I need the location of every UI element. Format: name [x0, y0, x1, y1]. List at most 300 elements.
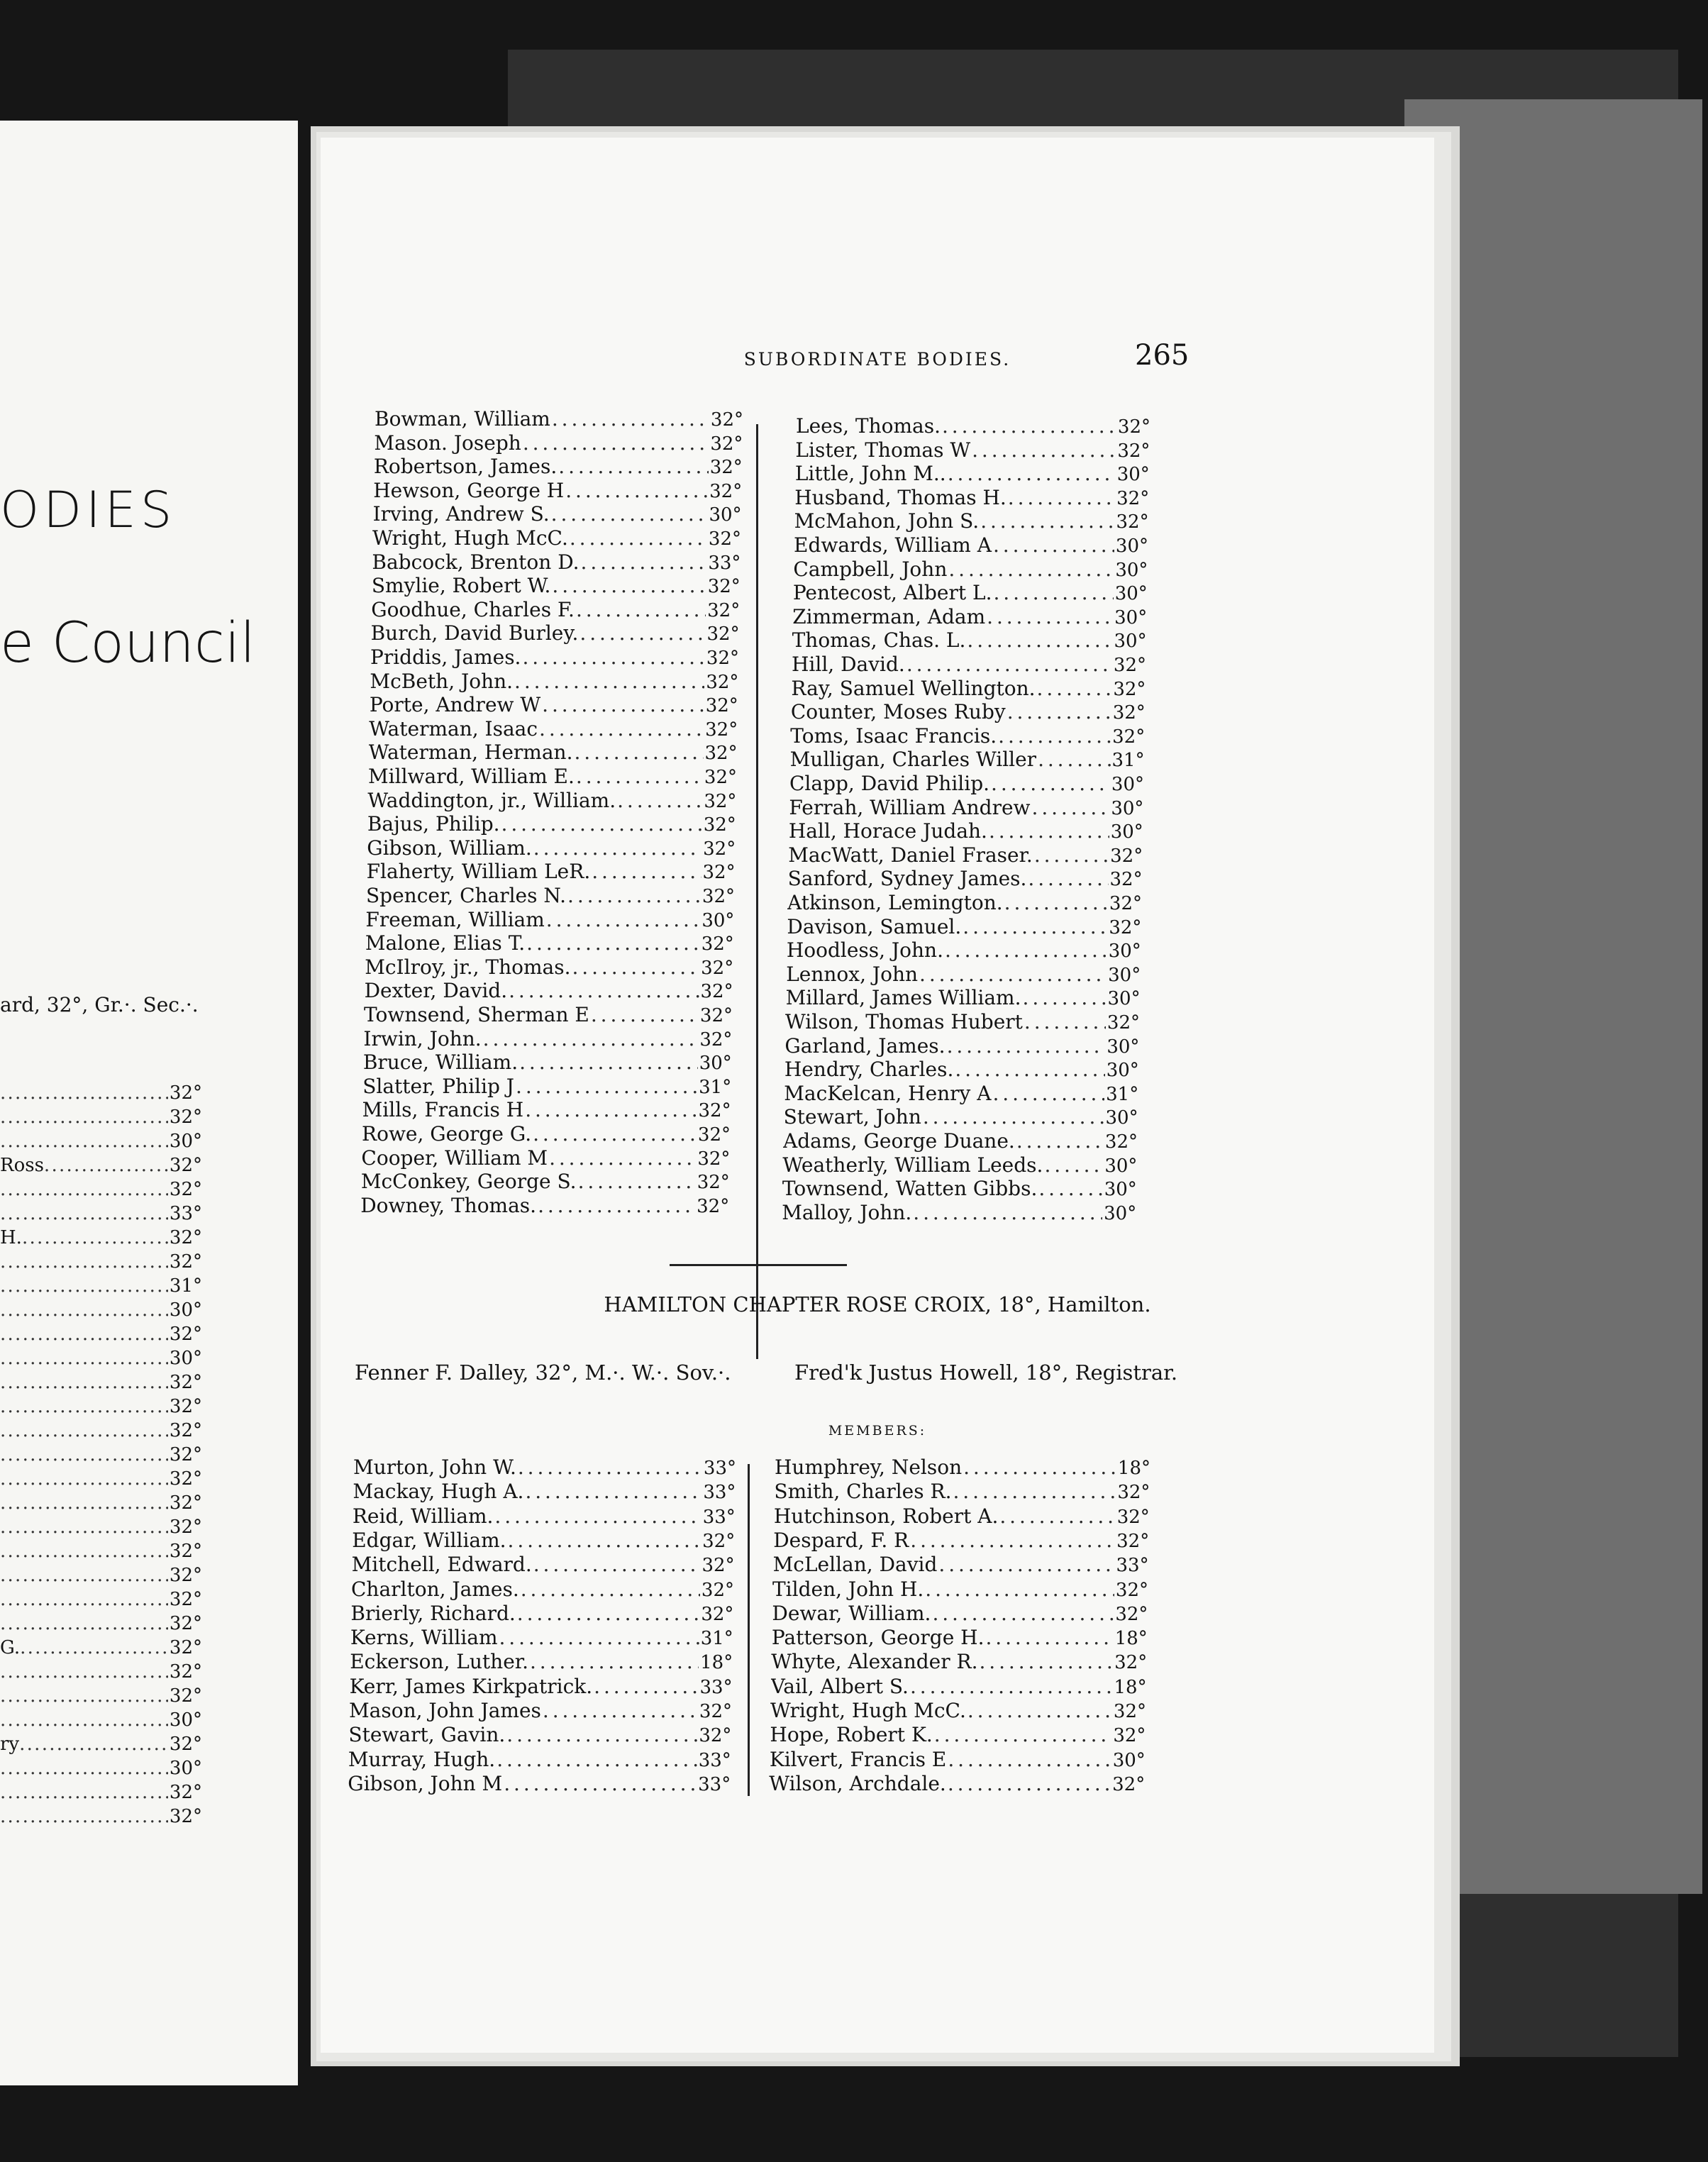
member-row — [790, 724, 1145, 748]
left-row-degree: 30° — [169, 1348, 202, 1369]
member-degree: 32° — [1112, 1773, 1146, 1795]
member-row — [374, 431, 743, 455]
member-name: Hall, Horace Judah. — [788, 819, 987, 843]
member-name: Hendry, Charles. — [784, 1058, 954, 1082]
member-name: Mills, Francis H — [362, 1098, 524, 1122]
dot-leader — [0, 1613, 168, 1634]
member-name: Edgar, William. — [352, 1528, 506, 1552]
member-degree: 30° — [702, 909, 735, 931]
dot-leader — [0, 1082, 168, 1104]
left-page-row — [0, 1755, 202, 1779]
dot-leader — [948, 1748, 1111, 1771]
member-row — [792, 605, 1147, 628]
left-page-row — [0, 1273, 202, 1297]
member-degree: 32° — [1115, 1603, 1148, 1625]
member-name: Bowman, William — [375, 407, 550, 431]
member-row — [782, 1177, 1137, 1200]
member-row — [367, 789, 736, 812]
dot-leader — [592, 860, 701, 883]
member-row — [371, 598, 740, 621]
dot-leader — [525, 1098, 697, 1121]
member-name: Priddis, James. — [370, 645, 521, 669]
dot-leader — [972, 438, 1116, 462]
dot-leader — [539, 717, 704, 741]
member-row — [775, 1456, 1150, 1479]
member-name: Gibson, William. — [367, 836, 532, 860]
dot-leader — [594, 1675, 698, 1698]
left-page-row — [0, 1610, 202, 1634]
left-page-row — [0, 1731, 202, 1755]
member-row — [360, 1194, 729, 1217]
member-row — [353, 1480, 736, 1503]
member-name: Ray, Samuel Wellington. — [791, 676, 1036, 700]
member-row — [361, 1146, 730, 1170]
member-degree: 32° — [707, 576, 741, 598]
member-name: Waterman, Herman. — [368, 741, 573, 765]
dot-leader — [497, 1748, 697, 1771]
member-name: Kerr, James Kirkpatrick. — [349, 1674, 593, 1698]
dot-leader — [1023, 986, 1107, 1009]
member-name: Garland, James. — [784, 1033, 946, 1058]
member-name: Lister, Thomas W — [795, 438, 971, 462]
left-row-degree: 32° — [169, 1734, 202, 1755]
dot-leader — [0, 1251, 168, 1273]
member-name: Kerns, William — [350, 1626, 498, 1650]
member-row — [369, 741, 738, 764]
member-name: Mackay, Hugh A. — [353, 1480, 524, 1504]
member-name: Humphrey, Nelson — [775, 1456, 963, 1479]
dot-leader — [533, 1553, 701, 1576]
member-degree: 33° — [708, 552, 741, 574]
dot-leader — [617, 789, 702, 812]
member-row — [370, 670, 738, 693]
dot-leader — [499, 1626, 699, 1649]
member-degree: 32° — [1116, 511, 1149, 533]
member-row — [783, 1129, 1138, 1153]
member-degree: 32° — [701, 933, 734, 955]
dot-leader — [558, 455, 708, 478]
member-degree: 32° — [1109, 869, 1143, 891]
member-row — [373, 479, 742, 502]
member-row — [794, 509, 1149, 533]
officer-sovereign: Fenner F. Dalley, 32°, M.·. W.·. Sov.·. — [355, 1360, 731, 1385]
member-degree: 32° — [1114, 1652, 1148, 1674]
member-degree: 32° — [697, 1195, 730, 1217]
left-row-degree: 32° — [169, 1444, 202, 1465]
dot-leader — [514, 670, 704, 693]
member-degree: 32° — [697, 1172, 730, 1194]
left-page-row — [0, 1224, 202, 1248]
dot-leader — [942, 414, 1116, 438]
left-page-row — [0, 1176, 202, 1200]
member-row — [791, 677, 1146, 700]
member-degree: 32° — [709, 480, 743, 502]
dot-leader — [0, 1782, 168, 1803]
member-degree: 32° — [703, 838, 736, 860]
left-row-degree: 32° — [169, 1420, 202, 1441]
member-row — [770, 1723, 1146, 1746]
member-name: McLellan, David — [772, 1553, 938, 1577]
member-degree: 18° — [700, 1652, 733, 1674]
dot-leader — [501, 812, 702, 836]
member-name: Zimmerman, Adam — [792, 604, 986, 628]
dot-leader — [1038, 1177, 1102, 1200]
left-page-row — [0, 1104, 202, 1128]
member-degree: 32° — [706, 671, 739, 693]
left-page-row — [0, 1345, 202, 1369]
left-page-row — [0, 1683, 202, 1707]
member-name: Wright, Hugh McC. — [372, 526, 568, 550]
member-name: Mason. Joseph — [374, 431, 521, 455]
member-degree: 30° — [1107, 988, 1141, 1010]
member-row — [773, 1553, 1149, 1576]
member-degree: 30° — [1111, 774, 1144, 795]
dot-leader — [581, 550, 707, 574]
member-degree: 32° — [699, 1701, 732, 1722]
member-degree: 32° — [697, 1148, 731, 1170]
dot-leader — [533, 1122, 697, 1146]
dot-leader — [913, 1201, 1102, 1224]
member-row — [789, 796, 1143, 819]
dot-leader — [574, 741, 703, 764]
officer-registrar: Fred'k Justus Howell, 18°, Registrar. — [794, 1360, 1178, 1385]
left-page-row — [0, 1634, 202, 1658]
member-name: Millard, James William. — [785, 986, 1021, 1010]
member-row — [792, 653, 1146, 676]
left-page-row — [0, 1707, 202, 1731]
member-name: Stewart, John — [783, 1105, 921, 1129]
dot-leader — [22, 1227, 168, 1248]
member-degree: 33° — [699, 1676, 733, 1698]
member-row — [786, 986, 1141, 1009]
member-name: Townsend, Watten Gibbs. — [782, 1177, 1038, 1201]
member-row — [370, 693, 738, 716]
member-name: Murray, Hugh. — [348, 1747, 496, 1771]
member-degree: 30° — [709, 504, 742, 526]
left-row-name: ry — [0, 1734, 20, 1755]
dot-leader — [979, 1650, 1113, 1673]
dot-leader — [0, 1709, 168, 1731]
left-row-degree: 30° — [169, 1299, 202, 1321]
member-row — [372, 550, 741, 574]
member-row — [787, 891, 1142, 914]
member-row — [790, 748, 1145, 771]
dot-leader — [925, 1578, 1114, 1601]
member-name: Cooper, William M — [361, 1146, 548, 1170]
member-degree: 32° — [702, 1555, 735, 1577]
member-row — [791, 700, 1146, 724]
member-row — [772, 1578, 1148, 1601]
left-page-row — [0, 1128, 202, 1152]
member-row — [372, 526, 741, 550]
member-degree: 30° — [1104, 1179, 1137, 1201]
dot-leader — [993, 1082, 1105, 1105]
member-name: Slatter, Philip J — [362, 1074, 515, 1098]
member-name: Davison, Samuel. — [787, 914, 962, 938]
member-degree: 32° — [700, 981, 733, 1003]
left-row-degree: 31° — [169, 1275, 202, 1297]
left-page-row — [0, 1803, 202, 1827]
dot-leader — [516, 1075, 697, 1098]
member-name: Husband, Thomas H. — [794, 485, 1006, 509]
left-row-degree: 32° — [169, 1324, 202, 1345]
member-row — [787, 915, 1141, 938]
member-row — [349, 1699, 732, 1722]
dot-leader — [0, 1589, 168, 1610]
left-row-degree: 30° — [169, 1709, 202, 1731]
member-row — [367, 812, 736, 836]
member-degree: 33° — [702, 1506, 736, 1528]
member-degree: 32° — [702, 886, 735, 907]
member-name: Malone, Elias T. — [365, 931, 526, 955]
member-row — [370, 645, 739, 669]
column-divider-upper — [756, 424, 758, 1359]
member-degree: 32° — [1113, 1725, 1146, 1747]
member-degree: 32° — [709, 457, 743, 479]
member-degree: 32° — [705, 695, 738, 717]
member-name: Counter, Moses Ruby — [790, 700, 1006, 724]
member-degree: 30° — [1110, 821, 1143, 843]
dot-leader — [945, 938, 1107, 962]
member-row — [361, 1170, 730, 1193]
member-degree: 33° — [703, 1482, 736, 1504]
left-row-degree: 32° — [169, 1565, 202, 1586]
left-page — [0, 121, 298, 2085]
member-degree: 32° — [1113, 655, 1146, 676]
left-row-degree: 32° — [169, 1396, 202, 1417]
member-degree: 31° — [699, 1076, 732, 1098]
left-page-officer: ard, 32°, Gr.·. Sec.·. — [0, 993, 199, 1016]
member-name: Edwards, William A — [794, 533, 992, 557]
left-row-degree: 32° — [169, 1517, 202, 1538]
member-degree: 32° — [704, 767, 737, 788]
member-row — [785, 1010, 1140, 1033]
dot-leader — [521, 1578, 700, 1601]
member-degree: 32° — [1117, 1482, 1150, 1504]
left-page-row — [0, 1441, 202, 1465]
member-row — [364, 1003, 733, 1026]
member-name: Townsend, Sherman E — [364, 1003, 589, 1026]
dot-leader — [523, 431, 709, 455]
member-row — [789, 772, 1144, 795]
left-row-degree: 32° — [169, 1661, 202, 1683]
dot-leader — [509, 979, 699, 1002]
left-page-row — [0, 1538, 202, 1562]
left-page-row — [0, 1417, 202, 1441]
member-degree: 30° — [1108, 941, 1141, 963]
member-row — [788, 867, 1143, 890]
member-name: Weatherly, William Leeds. — [782, 1153, 1043, 1177]
member-row — [782, 1201, 1136, 1224]
member-name: Irving, Andrew S. — [372, 502, 550, 526]
member-row — [365, 979, 733, 1002]
dot-leader — [504, 1772, 697, 1795]
member-degree: 32° — [1117, 416, 1150, 438]
member-name: Ferrah, William Andrew — [789, 795, 1031, 819]
member-degree: 31° — [700, 1628, 733, 1650]
member-row — [350, 1650, 733, 1673]
member-degree: 32° — [706, 623, 740, 645]
member-row — [368, 765, 737, 788]
left-row-degree: 32° — [169, 1107, 202, 1128]
dot-leader — [910, 1675, 1113, 1698]
left-row-degree: 32° — [169, 1685, 202, 1707]
member-row — [782, 1153, 1137, 1177]
dot-leader — [0, 1275, 168, 1297]
dot-leader — [0, 1324, 168, 1345]
dot-leader — [576, 598, 706, 621]
member-name: Brierly, Richard. — [350, 1601, 516, 1625]
member-row — [794, 486, 1149, 509]
member-degree: 32° — [701, 1579, 734, 1601]
member-name: Vail, Albert S. — [770, 1674, 909, 1698]
member-row — [350, 1675, 733, 1698]
dot-leader — [0, 1348, 168, 1369]
dot-leader — [0, 1203, 168, 1224]
member-row — [373, 502, 742, 526]
left-row-degree: 33° — [169, 1203, 202, 1224]
dot-leader — [948, 462, 1116, 485]
member-degree: 18° — [1114, 1628, 1148, 1650]
member-row — [365, 955, 733, 979]
dot-leader — [1044, 1153, 1103, 1177]
member-name: Millward, William E. — [368, 765, 575, 788]
dot-leader — [508, 1529, 702, 1552]
member-name: Charlton, James. — [351, 1577, 519, 1601]
dot-leader — [0, 1685, 168, 1707]
member-degree: 30° — [1115, 559, 1148, 581]
member-row — [787, 938, 1141, 962]
member-name: McBeth, John. — [370, 669, 514, 693]
member-name: Lees, Thomas. — [796, 414, 941, 438]
dot-leader — [552, 574, 706, 597]
member-row — [367, 836, 736, 860]
member-degree: 32° — [1110, 845, 1143, 867]
left-row-degree: 32° — [169, 1782, 202, 1803]
chapter-title: HAMILTON CHAPTER ROSE CROIX, 18°, Hamilton. — [604, 1292, 1151, 1316]
member-name: Pentecost, Albert L. — [792, 581, 992, 605]
member-name: MacWatt, Daniel Fraser. — [788, 843, 1033, 867]
member-degree: 30° — [1115, 536, 1148, 557]
member-row — [796, 414, 1150, 438]
left-row-degree: 32° — [169, 1227, 202, 1248]
member-row — [771, 1650, 1147, 1673]
member-name: Sanford, Sydney James. — [787, 867, 1027, 891]
member-row — [374, 455, 743, 478]
dot-leader — [591, 1003, 699, 1026]
left-page-row — [0, 1393, 202, 1417]
member-degree: 32° — [710, 409, 743, 431]
member-row — [350, 1626, 733, 1649]
column-divider-lower — [748, 1464, 750, 1796]
member-degree: 18° — [1114, 1676, 1147, 1698]
member-row — [788, 843, 1143, 867]
dot-leader — [0, 1565, 168, 1586]
dot-leader — [932, 1602, 1114, 1625]
member-name: Eckerson, Luther. — [350, 1650, 528, 1674]
left-row-degree: 30° — [169, 1758, 202, 1779]
member-degree: 32° — [1112, 702, 1146, 724]
member-name: Irwin, John. — [363, 1026, 482, 1050]
left-row-degree: 32° — [169, 1589, 202, 1610]
member-name: Patterson, George H. — [771, 1626, 985, 1650]
member-row — [784, 1034, 1139, 1058]
member-degree: 31° — [1111, 750, 1145, 772]
member-name: Mulligan, Charles Willer — [789, 748, 1037, 772]
member-name: Flaherty, William LeR. — [366, 860, 591, 884]
member-row — [350, 1602, 733, 1625]
member-name: Tilden, John H. — [772, 1577, 924, 1601]
dot-leader — [1037, 677, 1112, 700]
dot-leader — [19, 1734, 168, 1755]
member-name: Robertson, James. — [373, 455, 558, 479]
member-row — [367, 860, 736, 883]
member-degree: 30° — [1105, 1107, 1138, 1129]
member-degree: 30° — [699, 1053, 732, 1075]
dot-leader — [570, 526, 707, 550]
dot-leader — [989, 819, 1109, 843]
member-degree: 32° — [1113, 1701, 1146, 1722]
dot-leader — [494, 1504, 701, 1528]
member-row — [792, 628, 1147, 652]
left-page-row — [0, 1297, 202, 1321]
left-row-degree: 32° — [169, 1806, 202, 1827]
member-degree: 32° — [705, 719, 738, 741]
member-row — [774, 1480, 1150, 1503]
member-name: Malloy, John. — [782, 1200, 912, 1224]
dot-leader — [20, 1637, 168, 1658]
member-name: Downey, Thomas. — [360, 1193, 537, 1217]
member-name: McIlroy, jr., Thomas. — [365, 955, 571, 979]
member-row — [362, 1075, 731, 1098]
member-degree: 31° — [1106, 1083, 1139, 1105]
member-name: Waddington, jr., William. — [367, 788, 616, 812]
member-degree: 30° — [1114, 606, 1148, 628]
member-row — [365, 908, 734, 931]
member-degree: 32° — [1113, 678, 1146, 700]
left-page-row — [0, 1779, 202, 1803]
dot-leader — [967, 1699, 1112, 1722]
dot-leader — [938, 1553, 1114, 1576]
left-row-degree: 30° — [169, 1131, 202, 1152]
left-page-list — [0, 1080, 202, 1827]
left-row-name: Ross — [0, 1155, 44, 1176]
dot-leader — [0, 1299, 168, 1321]
member-degree: 33° — [703, 1458, 736, 1479]
dot-leader — [0, 1517, 168, 1538]
member-degree: 30° — [1116, 464, 1150, 486]
member-degree: 32° — [697, 1124, 731, 1146]
left-row-degree: 32° — [169, 1541, 202, 1562]
member-row — [348, 1772, 731, 1795]
member-degree: 30° — [1114, 583, 1148, 605]
member-row — [371, 621, 740, 645]
member-degree: 32° — [1112, 726, 1146, 748]
member-row — [363, 1050, 732, 1074]
member-name: Freeman, William — [365, 907, 545, 931]
member-row — [353, 1456, 736, 1479]
member-name: Hope, Robert K. — [770, 1723, 933, 1747]
member-name: Hill, David. — [792, 653, 905, 676]
left-row-degree: 32° — [169, 1468, 202, 1490]
left-page-heading: ODIES — [0, 481, 177, 539]
dot-leader — [526, 931, 700, 955]
member-row — [769, 1772, 1145, 1795]
member-row — [372, 574, 741, 597]
left-row-degree: 32° — [169, 1179, 202, 1200]
dot-leader — [549, 1146, 696, 1170]
dot-leader — [0, 1492, 168, 1514]
